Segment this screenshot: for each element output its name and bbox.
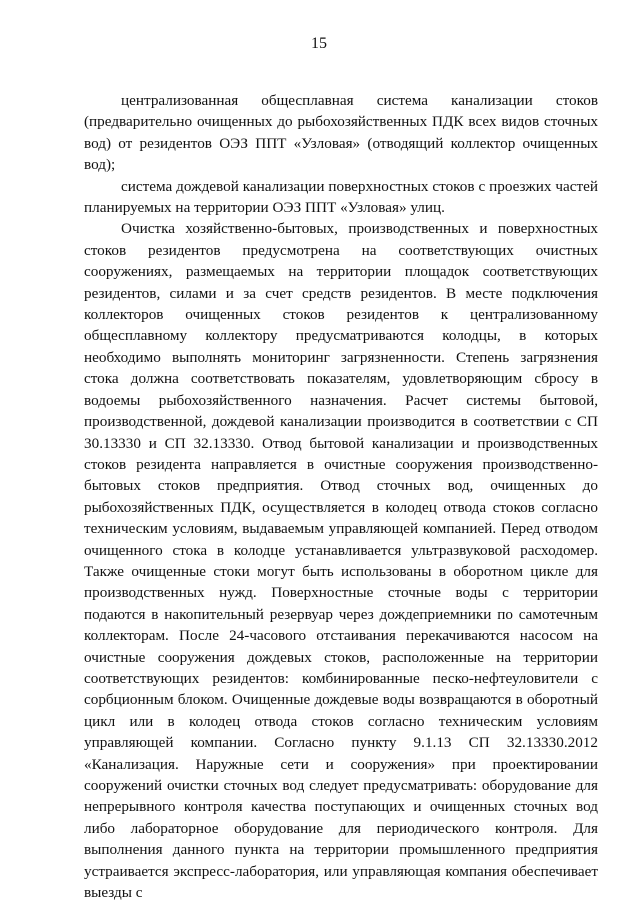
page-number: 15	[311, 35, 327, 52]
body-text	[84, 90, 598, 903]
paragraph-list-item-storm-drainage: система дождевой канализации поверхностных стоков с проезжих частей планируемых на территории ОЭЗ ППТ «Узловая» улиц.	[84, 177, 598, 217]
paragraph-list-item-sewer-system: централизованная общесплавная система канализации стоков (предварительно очищенных до рыбохозяйственных ПДК всех видов сточных вод) от резидентов ОЭЗ ППТ «Узловая» (отводящий коллектор очищенных вод);	[84, 92, 598, 174]
paragraph-wastewater-treatment: Очистка хозяйственно-бытовых, производственных и поверхностных стоков резидентов предусмотрена на соответствующих очистных сооружениях, размещаемых на территории площадок соответствующих резидентов, силами и за счет средств резидентов. В месте подключения коллекторов очищенных стоков резидентов к централизованному общесплавному коллектору предусматриваются колодцы, в которых необходимо выполнять мониторинг загрязненности. Степень загрязнения стока должна соответствовать показателям, удовлетворяющим сбросу в водоемы рыбохозяйственного назначения. Расчет системы бытовой, производственной, дождевой канализации производится в соответствии с СП 30.13330 и СП 32.13330. Отвод бытовой канализации и производственных стоков резидента направляется в очистные сооружения производственно-бытовых стоков предприятия. Отвод сточных вод, очищенных до рыбохозяйственных ПДК, осуществляется в колодец отвода стоков согласно техническим условиям, выдаваемым управляющей компанией. Перед отводом очищенного стока в колодце устанавливается ультразвуковой расходомер. Также очищенные стоки могут быть использованы в оборотном цикле для производственных нужд. Поверхностные сточные воды с территории подаются в накопительный резервуар через дождеприемники по самотечным коллекторам. После 24-часового отстаивания перекачиваются насосом на очистные сооружения дождевых стоков, расположенные на территории соответствующих резидентов: комбинированные песко-нефтеуловители с сорбционным блоком. Очищенные дождевые воды возвращаются в оборотный цикл или в колодец отвода стоков согласно техническим условиям управляющей компании. Согласно пункту 9.1.13 СП 32.13330.2012 «Канализация. Наружные сети и сооружения» при проектировании сооружений очистки сточных вод следует предусматривать: оборудование для непрерывного контроля качества поступающих и очищенных сточных вод либо лабораторное оборудование для периодического контроля. Для выполнения данного пункта на территории промышленного предприятия устраивается экспресс-лаборатория, или управляющая компания обеспечивает выезды с	[84, 220, 598, 902]
